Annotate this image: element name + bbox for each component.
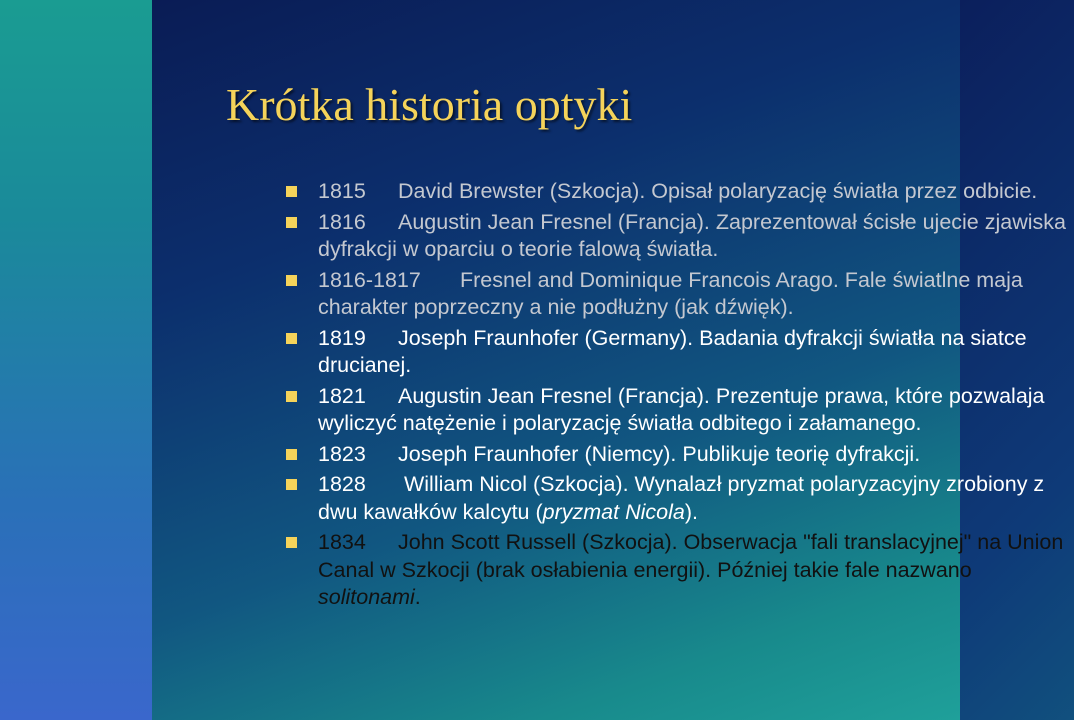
item-year: 1815 (318, 179, 366, 203)
item-text: John Scott Russell (Szkocja). Obserwacja "fali translacyjnej" na Union Canal w Szkocji (brak osłabienia energii). Później takie fale nazwano (318, 530, 1064, 582)
list-item (284, 178, 1074, 206)
left-color-band (0, 0, 152, 720)
item-text-italic: solitonami (318, 585, 415, 609)
square-bullet-icon (286, 333, 297, 344)
item-text: Augustin Jean Fresnel (Francja). Zaprezentował ścisłe ujecie zjawiska dyfrakcji w oparciu o teorie falową światła. (318, 209, 1066, 261)
item-text: Fresnel and Dominique Francois Arago. Fale światlne maja charakter poprzeczny a nie podłużny (jak dźwięk). (318, 267, 1023, 319)
item-year: 1834 (318, 530, 366, 554)
item-text: Joseph Fraunhofer (Germany). Badania dyfrakcji światła na siatce drucianej. (318, 325, 1027, 377)
list-item (284, 441, 1074, 469)
item-year: 1816 (318, 209, 366, 234)
item-text-end: . (414, 585, 421, 609)
list-item (284, 267, 1074, 322)
square-bullet-icon (286, 537, 297, 548)
square-bullet-icon (286, 391, 297, 402)
item-text: Joseph Fraunhofer (Niemcy). Publikuje teorię dyfrakcji. (398, 441, 921, 466)
item-year: 1823 (318, 441, 366, 466)
item-text-italic: pryzmat Nicola (542, 499, 685, 524)
item-text-end: ). (684, 499, 698, 524)
item-year: 1819 (318, 325, 366, 350)
square-bullet-icon (286, 479, 297, 490)
history-list (284, 178, 1074, 615)
item-year: 1821 (318, 383, 366, 408)
item-year: 1816-1817 (318, 267, 421, 292)
item-text: William Nicol (Szkocja). Wynalazł pryzmat polaryzacyjny zrobiony z dwu kawałków kalcytu ( (318, 472, 1045, 524)
square-bullet-icon (286, 449, 297, 460)
square-bullet-icon (286, 186, 297, 197)
item-text: Augustin Jean Fresnel (Francja). Prezentuje prawa, które pozwalaja wyliczyć natężenie i polaryzację światła odbitego i załamanego. (318, 383, 1045, 435)
list-item (284, 209, 1074, 264)
square-bullet-icon (286, 217, 297, 228)
list-item (284, 529, 1074, 612)
item-year: 1828 (318, 472, 366, 496)
square-bullet-icon (286, 275, 297, 286)
item-text: David Brewster (Szkocja). Opisał polaryzację światła przez odbicie. (398, 179, 1038, 203)
slide (152, 0, 1066, 720)
list-item (284, 325, 1074, 380)
list-item (284, 471, 1074, 526)
list-item (284, 383, 1074, 438)
slide-title: Krótka historia optyki (226, 79, 633, 130)
